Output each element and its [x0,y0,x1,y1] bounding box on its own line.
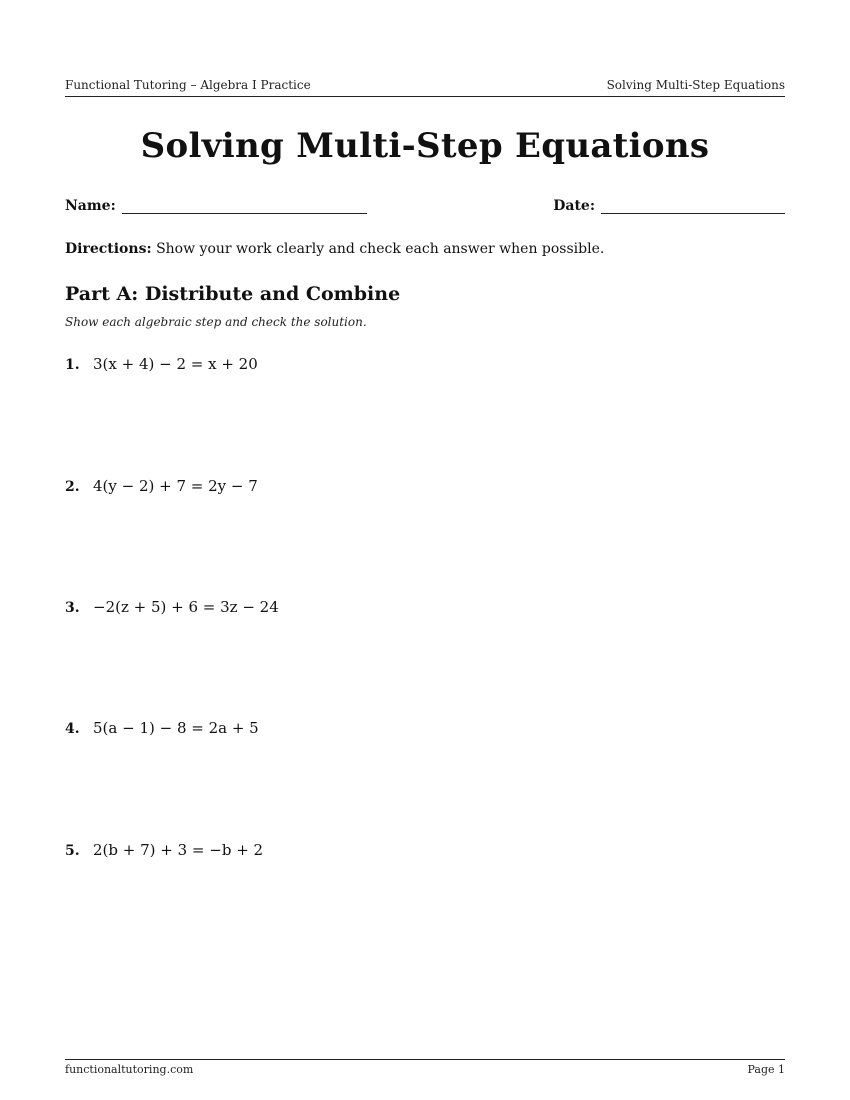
directions-label: Directions: [65,241,152,257]
footer-site-link: functionaltutoring.com [65,1063,194,1076]
header-left-text: Functional Tutoring – Algebra I Practice [65,78,311,92]
problem-number: 2. [65,479,80,495]
running-footer [65,1059,785,1076]
footer-page-number: Page 1 [747,1063,785,1076]
problem-equation: 2(b + 7) + 3 = −b + 2 [93,841,264,859]
date-field [553,198,785,214]
problem-4 [65,719,259,737]
directions [65,241,785,257]
directions-text: Show your work clearly and check each answer when possible. [156,241,605,257]
problem-number: 5. [65,843,80,859]
problem-1 [65,355,258,373]
problem-equation: 4(y − 2) + 7 = 2y − 7 [93,477,258,495]
problem-3 [65,598,279,616]
date-blank-line [601,199,785,214]
problem-number: 4. [65,721,80,737]
problem-equation: 3(x + 4) − 2 = x + 20 [93,355,258,373]
header-right-text: Solving Multi-Step Equations [606,78,785,92]
problem-5 [65,841,263,859]
problem-equation: 5(a − 1) − 8 = 2a + 5 [93,719,259,737]
problem-number: 3. [65,600,80,616]
problem-2 [65,477,258,495]
running-header [65,78,785,97]
name-date-row [65,198,785,218]
name-blank-line [122,199,367,214]
section-subtitle: Show each algebraic step and check the solution. [65,315,367,329]
date-label: Date: [553,198,595,214]
name-label: Name: [65,198,116,214]
problem-number: 1. [65,357,80,373]
name-field [65,198,367,214]
problem-equation: −2(z + 5) + 6 = 3z − 24 [93,598,279,616]
page-title: Solving Multi-Step Equations [140,126,710,166]
section-heading-part-a: Part A: Distribute and Combine [65,283,401,305]
